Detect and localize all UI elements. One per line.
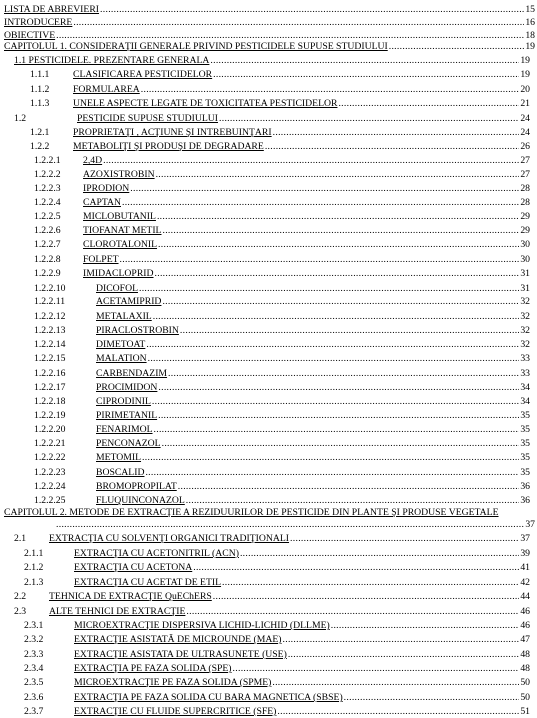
toc-leader-dots — [120, 254, 520, 265]
toc-entry-page: 31 — [520, 283, 530, 294]
toc-leader-dots — [158, 410, 519, 421]
toc-leader-dots — [146, 339, 519, 350]
toc-entry-page: 47 — [520, 634, 530, 645]
toc-entry[interactable] — [34, 353, 530, 364]
toc-entry-number: 2.3.3 — [24, 649, 44, 660]
toc-entry[interactable] — [4, 41, 535, 52]
toc-leader-dots — [186, 606, 519, 617]
toc-entry-number: 1.2.2 — [30, 141, 50, 152]
toc-entry-page: 44 — [520, 591, 530, 602]
toc-entry-title: EXTRACŢIA CU ACETONITRIL (ACN) — [74, 548, 239, 559]
toc-leader-dots — [158, 382, 519, 393]
toc-entry[interactable] — [34, 311, 530, 322]
toc-entry-page: 36 — [520, 495, 530, 506]
toc-leader-dots — [283, 634, 520, 645]
toc-leader-dots — [73, 17, 524, 28]
toc-entry-number: 1.2.2.21 — [34, 438, 66, 449]
toc-leader-dots — [56, 519, 524, 531]
toc-leader-dots — [162, 296, 519, 307]
toc-entry-title: METOMIL — [96, 452, 142, 463]
toc-leader-dots — [290, 533, 519, 544]
toc-entry[interactable] — [24, 548, 530, 559]
toc-leader-dots — [103, 155, 519, 166]
toc-entry[interactable] — [14, 55, 530, 66]
toc-entry-title: TEHNICA DE EXTRACŢIE QuEChERS — [49, 591, 212, 602]
toc-entry-title: FENARIMOL — [96, 424, 153, 435]
toc-entry[interactable] — [24, 677, 530, 688]
toc-entry-page: 48 — [520, 663, 530, 674]
toc-leader-dots — [141, 84, 520, 95]
toc-leader-dots — [186, 495, 520, 506]
toc-entry-number: 1.2.2.10 — [34, 283, 66, 294]
toc-entry-page: 18 — [525, 30, 535, 41]
toc-entry-title: CIPRODINIL — [96, 396, 151, 407]
toc-leader-dots — [331, 620, 520, 631]
toc-entry-title: METABOLIŢI ŞI PRODUŞI DE DEGRADARE — [73, 141, 264, 152]
toc-entry-page: 19 — [520, 55, 530, 66]
toc-entry-number: 1.2.2.25 — [34, 495, 66, 506]
toc-entry[interactable] — [34, 225, 530, 236]
toc-entry-number: 1.2.2.23 — [34, 467, 66, 478]
toc-entry[interactable] — [34, 296, 530, 307]
toc-entry-page: 16 — [525, 17, 535, 28]
toc-entry-number: 1.2.2.14 — [34, 339, 66, 350]
toc-entry-page: 21 — [520, 98, 530, 109]
toc-entry-page: 19 — [525, 41, 535, 52]
toc-entry[interactable] — [14, 591, 530, 602]
toc-entry[interactable] — [24, 663, 530, 674]
toc-entry-page: 35 — [520, 438, 530, 449]
toc-leader-dots — [156, 169, 520, 180]
toc-entry-page: 50 — [520, 677, 530, 688]
toc-entry[interactable] — [34, 155, 530, 166]
toc-entry[interactable] — [34, 169, 530, 180]
toc-entry-number: 2.1.2 — [24, 562, 44, 573]
toc-entry-title: MICLOBUTANIL — [83, 211, 156, 222]
toc-entry-page: 35 — [520, 452, 530, 463]
toc-entry-page: 27 — [520, 155, 530, 166]
toc-leader-dots — [162, 438, 520, 449]
toc-leader-dots — [219, 113, 519, 124]
toc-entry[interactable] — [30, 69, 530, 80]
toc-entry-title: EXTRACŢIE CU FLUIDE SUPERCRITICE (SFE) — [74, 706, 277, 717]
toc-leader-dots — [153, 311, 520, 322]
toc-entry-title: TIOFANAT METIL — [83, 225, 162, 236]
toc-entry-number: 1.2.2.3 — [34, 183, 61, 194]
toc-entry[interactable] — [24, 620, 530, 631]
toc-entry[interactable] — [14, 606, 530, 617]
toc-entry-title: CAPITOLUL 2. METODE DE EXTRACŢIE A REZIDUURILOR DE PESTICIDE DIN PLANTE ŞI PRODUSE VEGETALE — [4, 507, 499, 518]
toc-entry-title: MICROEXTRACŢIE PE FAZA SOLIDA (SPME) — [74, 677, 272, 688]
toc-entry-number: 1.2.2.4 — [34, 197, 61, 208]
toc-entry-number: 1.2.2.7 — [34, 239, 61, 250]
toc-entry-page: 33 — [520, 368, 530, 379]
toc-entry-title: CAPTAN — [83, 197, 121, 208]
toc-entry-title: AZOXISTROBIN — [83, 169, 155, 180]
toc-entry-number: 2.3.6 — [24, 692, 44, 703]
toc-entry-title: FOLPET — [83, 254, 119, 265]
toc-entry-page: 32 — [520, 296, 530, 307]
toc-leader-dots — [288, 649, 519, 660]
toc-entry-title: DIMETOAT — [96, 339, 146, 350]
toc-entry-number: 2.2 — [14, 591, 27, 602]
toc-entry[interactable] — [34, 211, 530, 222]
toc-entry[interactable] — [4, 30, 535, 41]
toc-entry-number: 1.2.2.17 — [34, 382, 66, 393]
toc-leader-dots — [154, 424, 520, 435]
toc-entry-page: 20 — [520, 84, 530, 95]
toc-entry-title: INTRODUCERE — [4, 17, 73, 28]
toc-entry-number: 1.1.2 — [30, 84, 50, 95]
toc-entry-title: EXTRACŢIA CU ACETONA — [74, 562, 193, 573]
toc-entry-title: FORMULAREA — [73, 84, 140, 95]
toc-entry[interactable] — [34, 325, 530, 336]
toc-entry-number: 1.2.2.18 — [34, 396, 66, 407]
toc-entry[interactable] — [30, 141, 530, 152]
toc-entry-page: 35 — [520, 424, 530, 435]
toc-entry-number: 1.2.2.11 — [34, 296, 66, 307]
toc-entry-number: 1.2.2.24 — [34, 481, 66, 492]
toc-entry-page: 35 — [520, 467, 530, 478]
toc-entry-page: 32 — [520, 325, 530, 336]
toc-leader-dots — [272, 677, 519, 688]
toc-entry-page: 27 — [520, 169, 530, 180]
toc-entry-number: 1.2.1 — [30, 127, 50, 138]
toc-entry-page: 30 — [520, 239, 530, 250]
toc-entry-number: 1.2.2.6 — [34, 225, 61, 236]
toc-entry-title: EXTRACŢIA PE FAZA SOLIDA CU BARA MAGNETICA (SBSE) — [74, 692, 343, 703]
toc-entry-title: MICROEXTRACŢIE DISPERSIVA LICHID-LICHID (DLLME) — [74, 620, 330, 631]
toc-entry-title: FLUQUINCONAZOL — [96, 495, 185, 506]
toc-leader-dots — [145, 467, 519, 478]
toc-entry-number: 1.2.2.5 — [34, 211, 61, 222]
toc-entry[interactable] — [4, 4, 535, 15]
toc-entry-page: 24 — [520, 113, 530, 124]
toc-entry-title: OBIECTIVE — [4, 30, 56, 41]
toc-entry-number: 1.2.2.2 — [34, 169, 61, 180]
toc-entry-title: EXTRACŢIE ASISTATA DE ULTRASUNETE (USE) — [74, 649, 287, 660]
toc-entry-number: 1.2.2.1 — [34, 155, 61, 166]
toc-entry[interactable] — [34, 424, 530, 435]
toc-entry-title: EXTRACŢIE ASISTATĂ DE MICROUNDE (MAE) — [74, 634, 282, 645]
toc-entry-page: 15 — [525, 4, 535, 15]
toc-entry-number: 1.2.2.8 — [34, 254, 61, 265]
toc-entry-number: 2.3.7 — [24, 706, 44, 717]
toc-leader-dots — [265, 141, 519, 152]
toc-entry[interactable] — [34, 283, 530, 294]
toc-leader-dots — [210, 55, 519, 66]
toc-entry-page: 30 — [520, 254, 530, 265]
toc-entry-title: 2,4D — [83, 155, 103, 166]
toc-entry-title: PIRIMETANIL — [96, 410, 158, 421]
toc-leader-dots — [158, 239, 519, 250]
toc-entry-title: LISTA DE ABREVIERI — [4, 4, 100, 15]
toc-entry[interactable] — [34, 268, 530, 279]
toc-leader-dots — [233, 663, 520, 674]
toc-leader-dots — [273, 127, 520, 138]
toc-entry-page: 46 — [520, 606, 530, 617]
toc-entry-page: 31 — [520, 268, 530, 279]
toc-entry-title: EXTRACŢIA PE FAZA SOLIDA (SPE) — [74, 663, 232, 674]
toc-entry-title: CLOROTALONIL — [83, 239, 158, 250]
toc-entry[interactable] — [34, 239, 530, 250]
toc-entry[interactable] — [14, 533, 530, 544]
toc-entry-title: PIRACLOSTROBIN — [96, 325, 179, 336]
toc-entry-title: IPRODION — [83, 183, 130, 194]
toc-leader-dots — [178, 481, 520, 492]
toc-entry-page: 24 — [520, 127, 530, 138]
toc-entry[interactable] — [24, 706, 530, 717]
toc-entry-page: 41 — [520, 562, 530, 573]
toc-entry-title: IMIDACLOPRID — [83, 268, 154, 279]
toc-entry[interactable] — [34, 495, 530, 506]
toc-entry-number: 2.3.2 — [24, 634, 44, 645]
toc-entry-page: 39 — [520, 548, 530, 559]
toc-entry-number: 2.3.1 — [24, 620, 44, 631]
toc-entry-title: PENCONAZOL — [96, 438, 161, 449]
toc-entry-number: 1.2.2.15 — [34, 353, 66, 364]
toc-entry-title: UNELE ASPECTE LEGATE DE TOXICITATEA PESTICIDELOR — [73, 98, 338, 109]
toc-entry[interactable] — [34, 438, 530, 449]
toc-leader-dots — [139, 283, 519, 294]
toc-entry-number: 1.2.2.20 — [34, 424, 66, 435]
toc-entry[interactable] — [4, 507, 535, 531]
toc-leader-dots — [222, 577, 519, 588]
toc-entry-title: CARBENDAZIM — [96, 368, 168, 379]
toc-leader-dots — [213, 591, 520, 602]
toc-entry[interactable] — [30, 127, 530, 138]
toc-entry[interactable] — [34, 452, 530, 463]
toc-entry-page: 36 — [520, 481, 530, 492]
toc-entry-number: 2.1 — [14, 533, 27, 544]
toc-entry-number: 2.3.5 — [24, 677, 44, 688]
toc-entry-page: 28 — [520, 197, 530, 208]
toc-leader-dots — [168, 368, 519, 379]
toc-entry[interactable] — [34, 254, 530, 265]
toc-entry-title: BOSCALID — [96, 467, 145, 478]
toc-leader-dots — [180, 325, 519, 336]
toc-entry-page: 29 — [520, 225, 530, 236]
toc-entry-page: 37 — [525, 519, 535, 530]
toc-entry-number: 1.2 — [14, 113, 27, 124]
toc-entry-title: PESTICIDE SUPUSE STUDIULUI — [77, 113, 219, 124]
toc-entry-page: 32 — [520, 339, 530, 350]
toc-entry[interactable] — [24, 577, 530, 588]
toc-entry-page: 48 — [520, 649, 530, 660]
toc-entry-title: ACETAMIPRID — [96, 296, 162, 307]
toc-leader-dots — [389, 41, 525, 52]
toc-entry-title: BROMOPROPILAT — [96, 481, 177, 492]
toc-entry[interactable] — [14, 113, 530, 124]
toc-entry-number: 1.2.2.22 — [34, 452, 66, 463]
toc-entry-page: 34 — [520, 382, 530, 393]
toc-entry[interactable] — [34, 396, 530, 407]
toc-entry-page: 19 — [520, 69, 530, 80]
toc-entry[interactable] — [4, 17, 535, 28]
toc-leader-dots — [142, 452, 519, 463]
toc-leader-dots — [162, 225, 519, 236]
toc-leader-dots — [100, 4, 524, 15]
toc-entry-title: EXTRACŢIA CU SOLVENŢI ORGANICI TRADIŢIONALI — [49, 533, 290, 544]
toc-entry[interactable] — [34, 197, 530, 208]
toc-entry-title: MALATION — [96, 353, 147, 364]
toc-leader-dots — [152, 396, 519, 407]
toc-entry[interactable] — [34, 368, 530, 379]
toc-leader-dots — [344, 692, 520, 703]
toc-leader-dots — [193, 562, 519, 573]
toc-entry-page: 51 — [520, 706, 530, 717]
toc-entry-title: CAPITOLUL 1. CONSIDERAŢII GENERALE PRIVIND PESTICIDELE SUPUSE STUDIULUI — [4, 41, 388, 52]
toc-leader-dots — [56, 30, 524, 41]
toc-entry-title: DICOFOL — [96, 283, 138, 294]
toc-entry-page: 42 — [520, 577, 530, 588]
toc-entry-number: 2.3.4 — [24, 663, 44, 674]
toc-entry[interactable] — [34, 481, 530, 492]
toc-entry[interactable] — [34, 183, 530, 194]
toc-entry[interactable] — [24, 634, 530, 645]
toc-entry-title: PROPRIETAŢI , ACŢIUNE ŞI INTREBUINŢARI — [73, 127, 272, 138]
toc-entry-title: CLASIFICAREA PESTICIDELOR — [73, 69, 213, 80]
toc-entry-number: 1.1.1 — [30, 69, 50, 80]
toc-leader-dots — [122, 197, 519, 208]
toc-leader-dots — [338, 98, 519, 109]
toc-entry[interactable] — [34, 410, 530, 421]
toc-entry[interactable] — [34, 382, 530, 393]
toc-entry-title: METALAXIL — [96, 311, 152, 322]
toc-entry-number: 1.2.2.12 — [34, 311, 66, 322]
toc-entry[interactable] — [30, 98, 530, 109]
toc-entry-number: 1.2.2.13 — [34, 325, 66, 336]
toc-entry-page: 35 — [520, 410, 530, 421]
toc-entry-number: 2.1.1 — [24, 548, 44, 559]
toc-leader-dots — [240, 548, 519, 559]
toc-entry-number: 1.1.3 — [30, 98, 50, 109]
toc-leader-dots — [157, 211, 519, 222]
toc-entry-title: EXTRACŢIA CU ACETAT DE ETIL — [74, 577, 222, 588]
toc-entry-number: 1.2.2.9 — [34, 268, 61, 279]
toc-entry-title: PROCIMIDON — [96, 382, 158, 393]
toc-leader-dots — [148, 353, 520, 364]
toc-entry[interactable] — [34, 467, 530, 478]
toc-entry-number: 2.1.3 — [24, 577, 44, 588]
toc-entry[interactable] — [24, 562, 530, 573]
toc-entry-page: 32 — [520, 311, 530, 322]
toc-entry-title: 1.1 PESTICIDELE. PREZENTARE GENERALA — [14, 55, 210, 66]
toc-entry-number: 2.3 — [14, 606, 27, 617]
toc-leader-dots — [277, 706, 519, 717]
toc-leader-dots — [155, 268, 520, 279]
toc-entry-page: 33 — [520, 353, 530, 364]
toc-entry-page: 46 — [520, 620, 530, 631]
toc-entry[interactable] — [24, 649, 530, 660]
toc-entry-page: 50 — [520, 692, 530, 703]
toc-entry[interactable] — [30, 84, 530, 95]
toc-entry-page: 34 — [520, 396, 530, 407]
toc-leader-dots — [213, 69, 519, 80]
toc-entry[interactable] — [34, 339, 530, 350]
toc-entry-page: 37 — [520, 533, 530, 544]
toc-entry-page: 26 — [520, 141, 530, 152]
toc-entry-title: ALTE TEHNICI DE EXTRACŢIE — [49, 606, 186, 617]
toc-entry-number: 1.2.2.16 — [34, 368, 66, 379]
toc-entry-page: 28 — [520, 183, 530, 194]
toc-entry[interactable] — [24, 692, 530, 703]
toc-entry-number: 1.2.2.19 — [34, 410, 66, 421]
toc-leader-dots — [130, 183, 519, 194]
toc-entry-page: 29 — [520, 211, 530, 222]
